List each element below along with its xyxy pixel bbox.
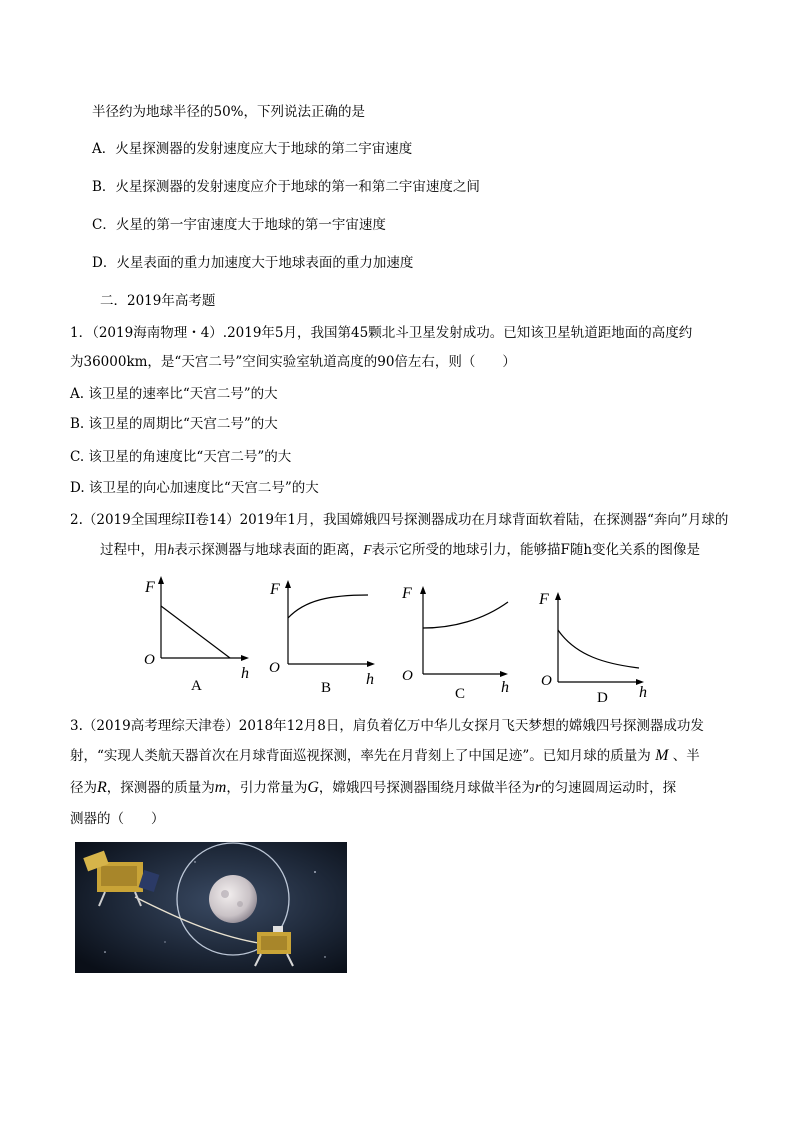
q3-stem-line1: 3.（2019高考理综天津卷）2018年12月8日，肩负着亿万中华儿女探月飞天梦想的嫦娥四号探测器成功发: [70, 718, 704, 734]
prev-option-d: D．火星表面的重力加速度大于地球表面的重力加速度: [92, 255, 414, 271]
q1-stem-line2: 为36000km，是“天宫二号”空间实验室轨道高度的90倍左右，则（ ）: [70, 354, 516, 370]
graph-d-h-label: h: [639, 684, 647, 701]
graph-a-f-label: F: [145, 579, 155, 596]
graph-c: [398, 578, 528, 706]
prev-option-b: B．火星探测器的发射速度应介于地球的第一和第二宇宙速度之间: [92, 179, 480, 195]
graph-c-f-label: F: [402, 585, 412, 602]
q1-stem-line1: 1．（2019海南物理・4）.2019年5月，我国第45颗北斗卫星发射成功。已知该卫星轨道距地面的高度约: [70, 325, 693, 341]
graph-a-y-arrow: [158, 576, 164, 584]
prev-option-c: C．火星的第一宇宙速度大于地球的第一宇宙速度: [92, 217, 386, 233]
section-title: 二．2019年高考题: [100, 293, 216, 309]
graph-d-option-label: D: [597, 690, 608, 706]
graph-d-curve: [558, 630, 639, 668]
graph-c-origin-label: O: [402, 668, 413, 684]
graph-b-curve: [288, 595, 368, 618]
graph-a-x-arrow: [241, 655, 249, 661]
q2-stem-line1: 2.（2019全国理综II卷14）2019年1月，我国嫦娥四号探测器成功在月球背面软着陆，在探测器“奔向”月球的: [70, 512, 729, 528]
change4-orbit-photo: [75, 842, 347, 973]
graph-c-option-label: C: [455, 686, 466, 702]
q1-option-b: B. 该卫星的周期比“天宫二号”的大: [70, 416, 278, 432]
q3-stem-line4: 测器的（ ）: [70, 811, 165, 827]
graph-c-y-arrow: [420, 586, 426, 594]
q1-option-d: D. 该卫星的向心加速度比“天宫二号”的大: [70, 480, 319, 496]
graph-b-h-label: h: [366, 671, 374, 688]
prev-option-a: A．火星探测器的发射速度应大于地球的第二宇宙速度: [92, 141, 413, 157]
graph-c-x-arrow: [500, 671, 508, 677]
graph-d: [536, 584, 666, 712]
graph-b-option-label: B: [321, 680, 332, 696]
graph-a-origin-label: O: [144, 652, 155, 668]
graph-d-y-arrow: [555, 592, 561, 600]
graph-a-curve: [161, 606, 230, 658]
q3-stem-line2: 射，“实现人类航天器首次在月球背面巡视探测，率先在月背刻上了中国足迹”。已知月球的质量为 M 、半: [70, 747, 700, 764]
graph-b-f-label: F: [270, 581, 280, 598]
graph-d-f-label: F: [539, 591, 549, 608]
graph-b-origin-label: O: [269, 660, 280, 676]
prev-question-intro: 半径约为地球半径的50%，下列说法正确的是: [92, 104, 366, 120]
graph-d-origin-label: O: [541, 673, 552, 689]
graph-c-h-label: h: [501, 679, 509, 696]
graph-a: [140, 568, 270, 696]
graph-c-curve: [423, 602, 508, 628]
graph-a-option-label: A: [191, 678, 202, 694]
graph-b: [265, 572, 395, 700]
q1-option-c: C. 该卫星的角速度比“天宫二号”的大: [70, 449, 292, 465]
graph-b-x-arrow: [367, 661, 375, 667]
q2-stem-line2: 过程中，用h表示探测器与地球表面的距离，F表示它所受的地球引力，能够描F随h变化关系的图像是: [100, 542, 701, 558]
graph-b-y-arrow: [285, 580, 291, 588]
q3-stem-line3: 径为R，探测器的质量为m，引力常量为G，嫦娥四号探测器围绕月球做半径为r的匀速圆周运动时，探: [70, 779, 677, 796]
graph-a-h-label: h: [241, 665, 249, 682]
q1-option-a: A. 该卫星的速率比“天宫二号”的大: [70, 386, 278, 402]
